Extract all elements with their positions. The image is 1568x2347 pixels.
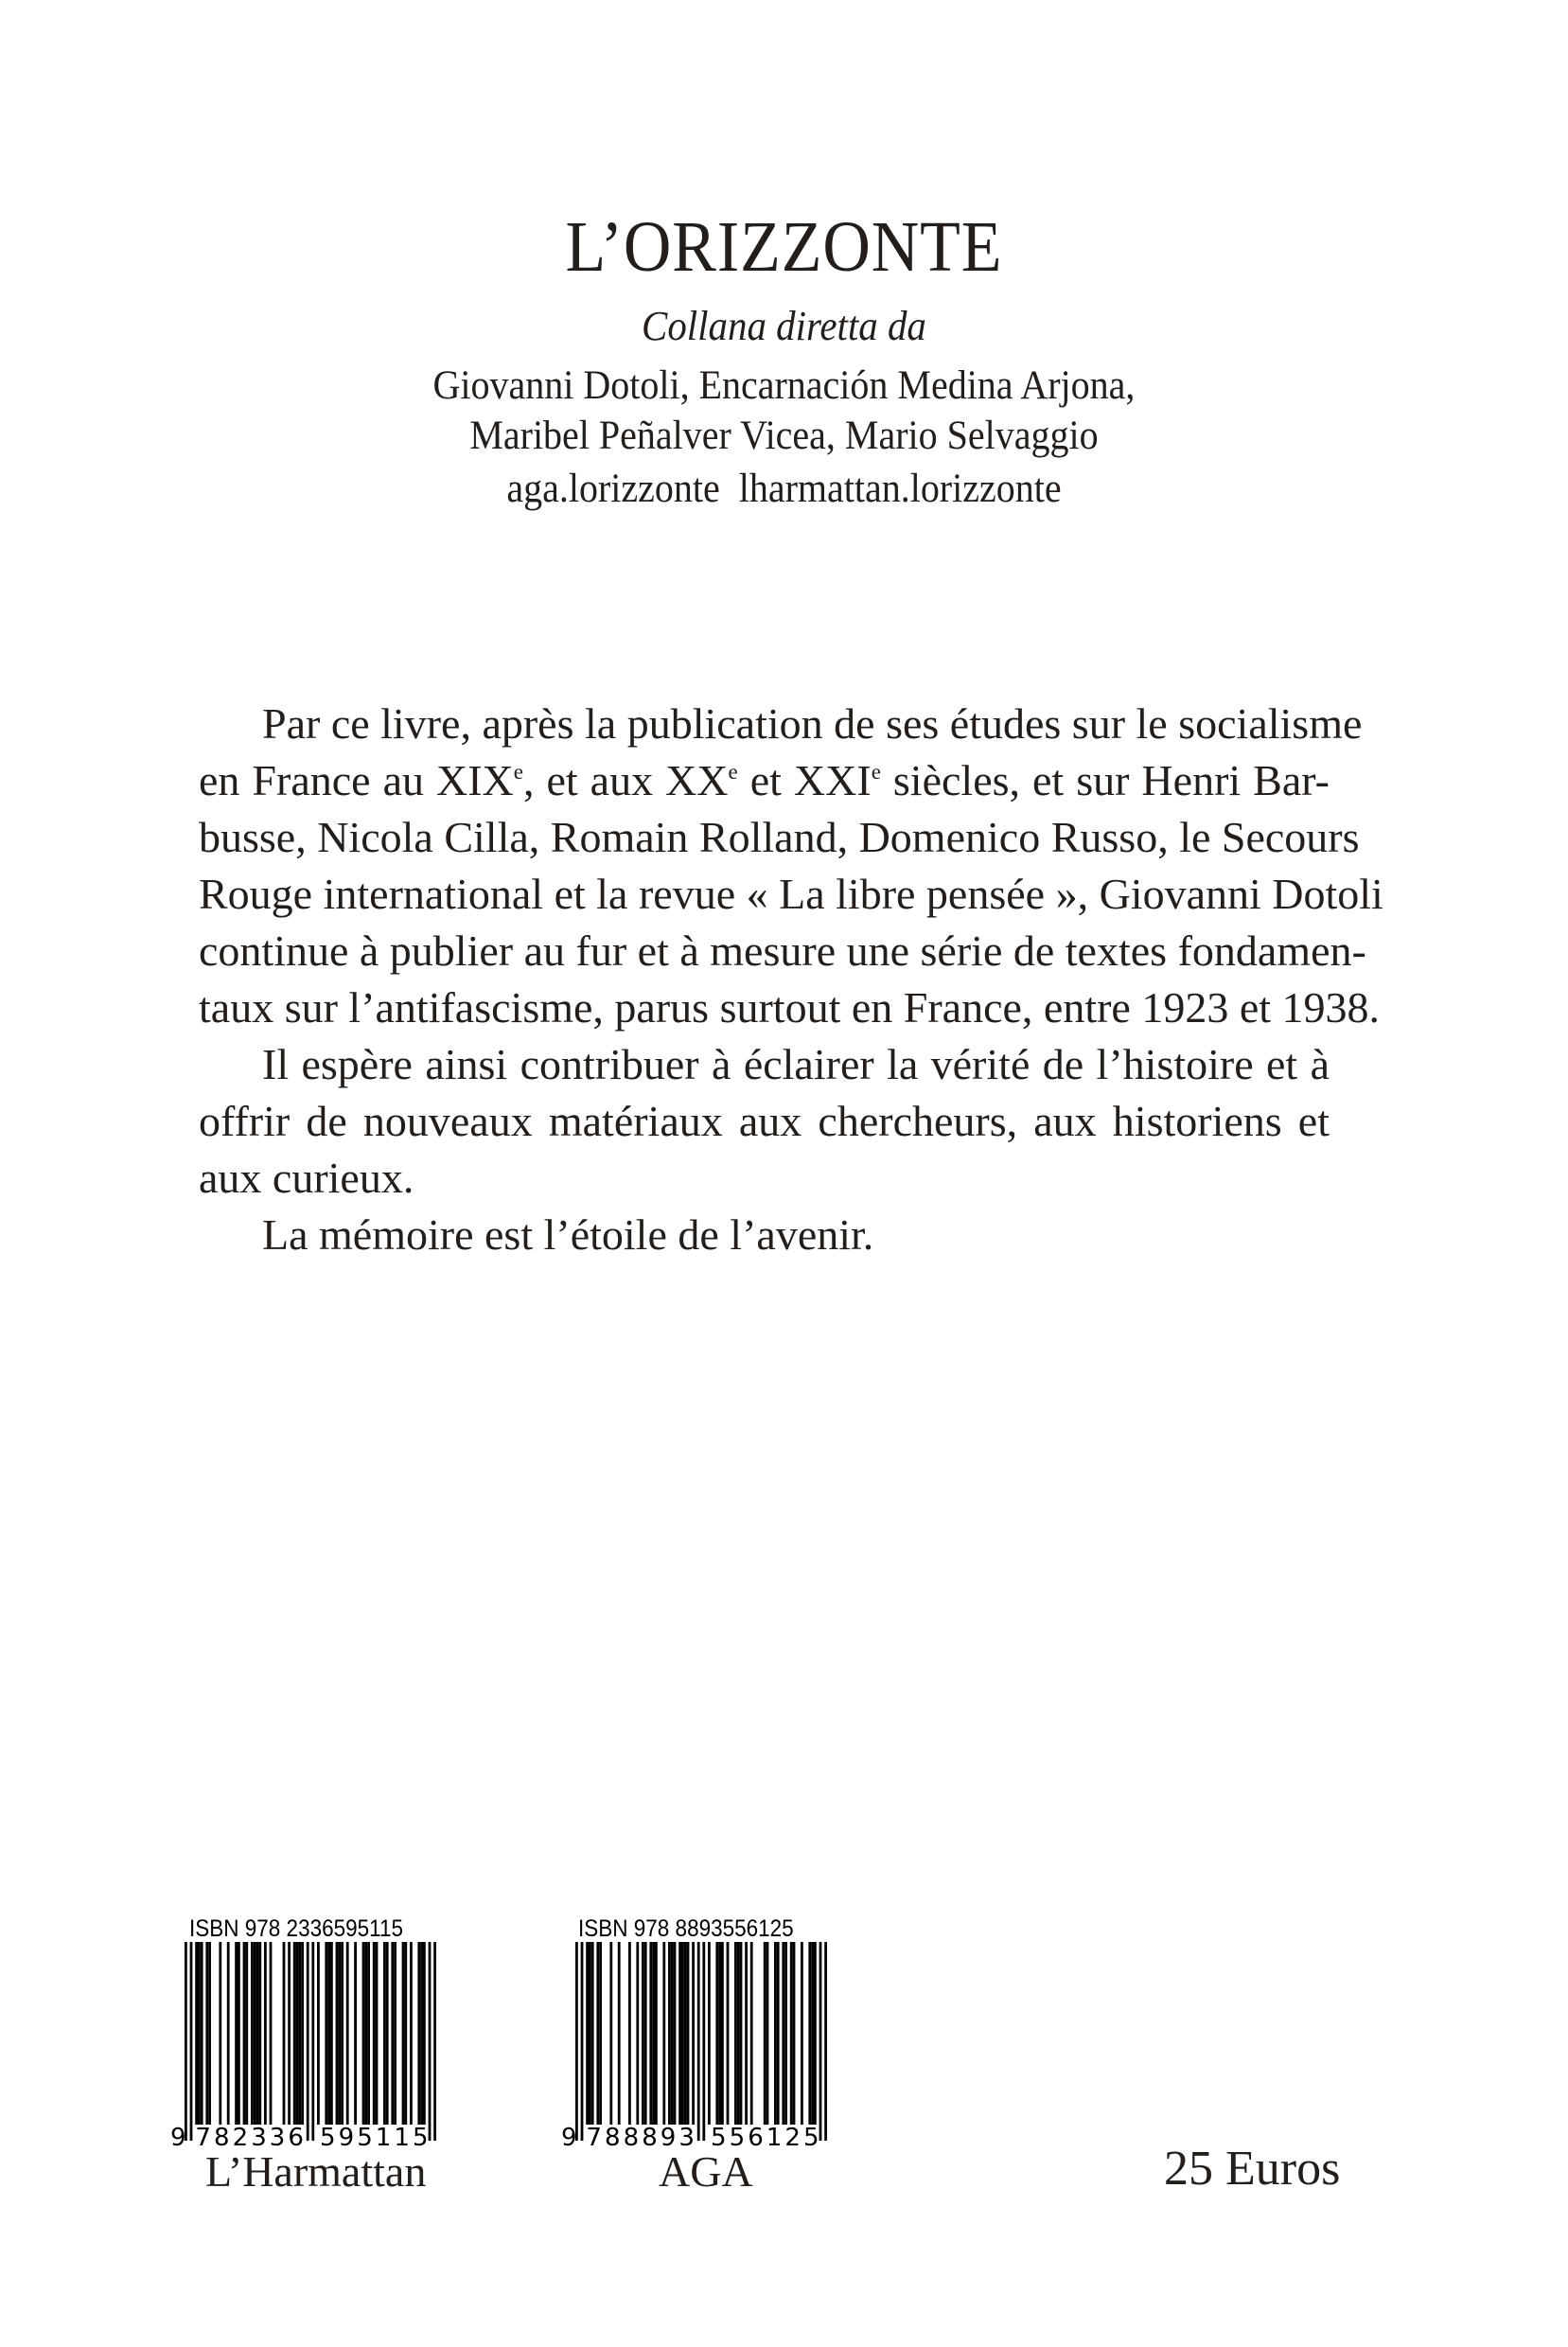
svg-text:2: 2 bbox=[232, 2124, 249, 2150]
svg-text:3: 3 bbox=[251, 2124, 267, 2150]
barcode-aga bbox=[561, 1915, 845, 2199]
social-handles bbox=[55, 464, 1513, 514]
svg-text:5: 5 bbox=[413, 2124, 429, 2150]
svg-text:5: 5 bbox=[729, 2124, 746, 2150]
directors-line: Maribel Peñalver Vicea, Mario Selvaggio bbox=[469, 414, 1099, 458]
svg-text:9: 9 bbox=[561, 2124, 577, 2150]
svg-text:9: 9 bbox=[170, 2124, 186, 2150]
blurb-line: Par ce livre, après la publication de ses études sur le socialisme bbox=[262, 699, 1363, 748]
isbn-label: ISBN 978 8893556125 bbox=[578, 1915, 794, 1942]
ean13-barcode-graphic bbox=[170, 1942, 445, 2150]
blurb-line: Rouge international et la revue « La libre pensée », Giovanni Dotoli bbox=[199, 870, 1383, 918]
blurb-line: offrir de nouveaux matériaux aux chercheurs, aux historiens et bbox=[199, 1097, 1330, 1145]
svg-text:2: 2 bbox=[784, 2124, 801, 2150]
series-directors bbox=[55, 361, 1513, 461]
social-handle-lharmattan: lharmattan.lorizzonte bbox=[738, 467, 1062, 511]
barcode-lharmattan bbox=[170, 1915, 454, 2199]
series-subtitle: Collana diretta da bbox=[642, 303, 926, 349]
blurb-line: busse, Nicola Cilla, Romain Rolland, Domenico Russo, le Secours bbox=[199, 813, 1360, 861]
series-title: L’ORIZZONTE bbox=[565, 207, 1003, 287]
svg-text:8: 8 bbox=[642, 2124, 658, 2150]
svg-text:8: 8 bbox=[214, 2124, 230, 2150]
publisher-name: L’Harmattan bbox=[205, 2147, 427, 2196]
svg-text:9: 9 bbox=[338, 2124, 355, 2150]
blurb-line: en France au XIXe, et aux XXe et XXIe siècles, et sur Henri Bar- bbox=[199, 756, 1330, 804]
svg-text:9: 9 bbox=[660, 2124, 677, 2150]
publisher-name: AGA bbox=[659, 2147, 753, 2196]
svg-text:6: 6 bbox=[288, 2124, 304, 2150]
svg-text:7: 7 bbox=[195, 2124, 211, 2150]
svg-text:5: 5 bbox=[803, 2124, 819, 2150]
svg-text:6: 6 bbox=[748, 2124, 764, 2150]
blurb-line: aux curieux. bbox=[199, 1154, 414, 1202]
svg-text:5: 5 bbox=[320, 2124, 336, 2150]
svg-text:1: 1 bbox=[375, 2124, 392, 2150]
social-handle-aga: aga.lorizzonte bbox=[506, 467, 720, 511]
blurb-line: La mémoire est l’étoile de l’avenir. bbox=[262, 1210, 874, 1259]
isbn-label: ISBN 978 2336595115 bbox=[189, 1915, 404, 1942]
price: 25 Euros bbox=[1164, 2142, 1341, 2196]
svg-text:1: 1 bbox=[766, 2124, 783, 2150]
ean13-barcode-graphic bbox=[561, 1942, 836, 2150]
svg-text:8: 8 bbox=[605, 2124, 621, 2150]
svg-text:5: 5 bbox=[711, 2124, 727, 2150]
svg-text:7: 7 bbox=[586, 2124, 602, 2150]
svg-text:8: 8 bbox=[623, 2124, 640, 2150]
blurb-line: Il espère ainsi contribuer à éclairer la vérité de l’histoire et à bbox=[262, 1040, 1330, 1088]
svg-text:3: 3 bbox=[269, 2124, 286, 2150]
blurb-line: taux sur l’antifascisme, parus surtout en France, entre 1923 et 1938. bbox=[199, 983, 1381, 1032]
svg-text:1: 1 bbox=[394, 2124, 410, 2150]
svg-text:5: 5 bbox=[357, 2124, 373, 2150]
blurb-line: continue à publier au fur et à mesure une série de textes fondamen- bbox=[199, 926, 1366, 975]
directors-line: Giovanni Dotoli, Encarnación Medina Arjona, bbox=[432, 363, 1136, 408]
back-cover-blurb bbox=[199, 696, 1383, 1263]
svg-text:3: 3 bbox=[678, 2124, 695, 2150]
